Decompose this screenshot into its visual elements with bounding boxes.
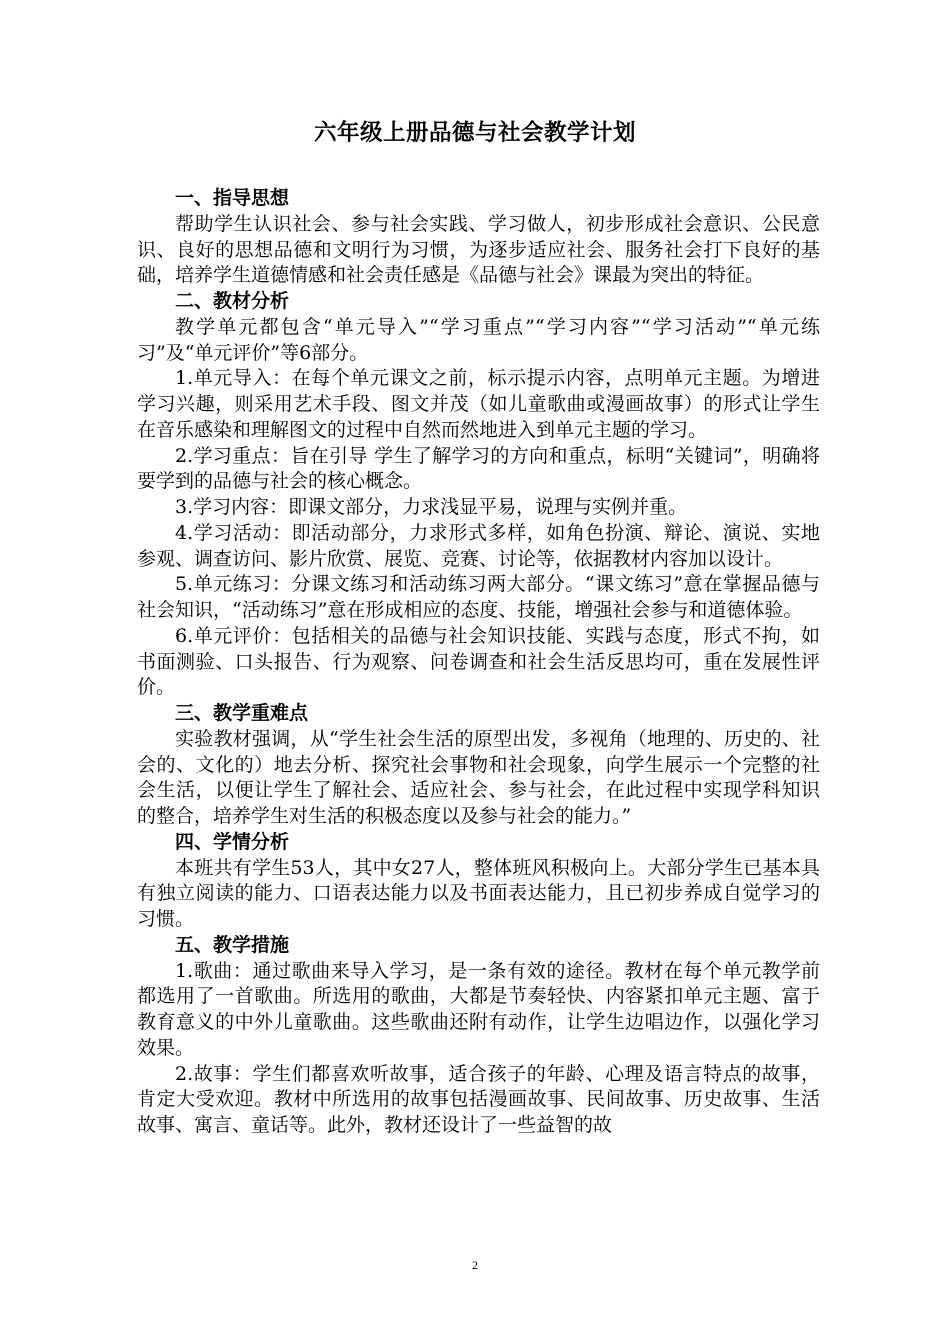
paragraph: 1.歌曲：通过歌曲来导入学习，是一条有效的途径。教材在每个单元教学前都选用了一首歌曲。所选用的歌曲，大都是节奏轻快、内容紧扣单元主题、富于教育意义的中外儿童歌曲。这些歌曲还附有动作，让学生边唱边作，以强化学习效果。 [137,959,820,1059]
paragraph: 4.学习活动：即活动部分，力求形式多样，如角色扮演、辩论、演说、实地参观、调查访问、影片欣赏、展览、竞赛、讨论等，依据教材内容加以设计。 [137,521,820,570]
paragraph: 5.单元练习：分课文练习和活动练习两大部分。“课文练习”意在掌握品德与社会知识，“活动练习”意在形成相应的态度、技能，增强社会参与和道德体验。 [137,573,820,621]
paragraph: 2.故事：学生们都喜欢听故事，适合孩子的年龄、心理及语言特点的故事，肯定大受欢迎。教材中所选用的故事包括漫画故事、民间故事、历史故事、生活故事、寓言、童话等。此外，教材还设计了一些益智的故 [137,1062,820,1136]
section-heading: 五、教学措施 [175,933,290,956]
paragraph: 6.单元评价：包括相关的品德与社会知识技能、实践与态度，形式不拘，如书面测验、口头报告、行为观察、问卷调查和社会生活反思均可，重在发展性评价。 [137,624,820,699]
section-guiding-ideology [137,186,820,289]
section-key-difficulties [137,701,820,830]
paragraph: 2.学习重点：旨在引导 学生了解学习的方向和重点，标明“关键词”，明确将要学到的品德与社会的核心概念。 [137,444,820,493]
paragraph: 帮助学生认识社会、参与社会实践、学习做人，初步形成社会意识、公民意识、良好的思想品德和文明行为习惯，为逐步适应社会、服务社会打下良好的基础，培养学生道德情感和社会责任感是《品德与社会》课最为突出的特征。 [137,212,820,287]
section-textbook-analysis [137,289,820,701]
paragraph: 本班共有学生53人，其中女27人，整体班风积极向上。大部分学生已基本具有独立阅读的能力、口语表达能力以及书面表达能力，且已初步养成自觉学习的习惯。 [137,856,820,930]
paragraph: 3.学习内容：即课文部分，力求浅显平易，说理与实例并重。 [175,496,688,518]
section-teaching-measures [137,933,820,1139]
paragraph: 实验教材强调，从“学生社会生活的原型出发，多视角（地理的、历史的、社会的、文化的）地去分析、探究社会事物和社会现象，向学生展示一个完整的社会生活，以便让学生了解社会、适应社会、参与社会，在此过程中实现学科知识的整合，培养学生对生活的积极态度以及参与社会的能力。” [137,727,820,827]
section-student-analysis [137,830,820,933]
paragraph: 1.单元导入：在每个单元课文之前，标示提示内容，点明单元主题。为增进学习兴趣，则采用艺术手段、图文并茂（如儿童歌曲或漫画故事）的形式让学生在音乐感染和理解图文的过程中自然而然地进入到单元主题的学习。 [137,367,820,441]
document-title: 六年级上册品德与社会教学计划 [313,120,636,146]
section-heading: 四、学情分析 [175,830,290,853]
section-heading: 一、指导思想 [175,187,290,209]
page-number: 2 [472,1258,478,1272]
paragraph: 教学单元都包含“单元导入”“学习重点”“学习内容”“学习活动”“单元练习”及“单元评价”等6部分。 [137,315,820,364]
section-heading: 三、教学重难点 [175,702,309,724]
section-heading: 二、教材分析 [175,290,290,312]
document-body [137,186,820,1139]
